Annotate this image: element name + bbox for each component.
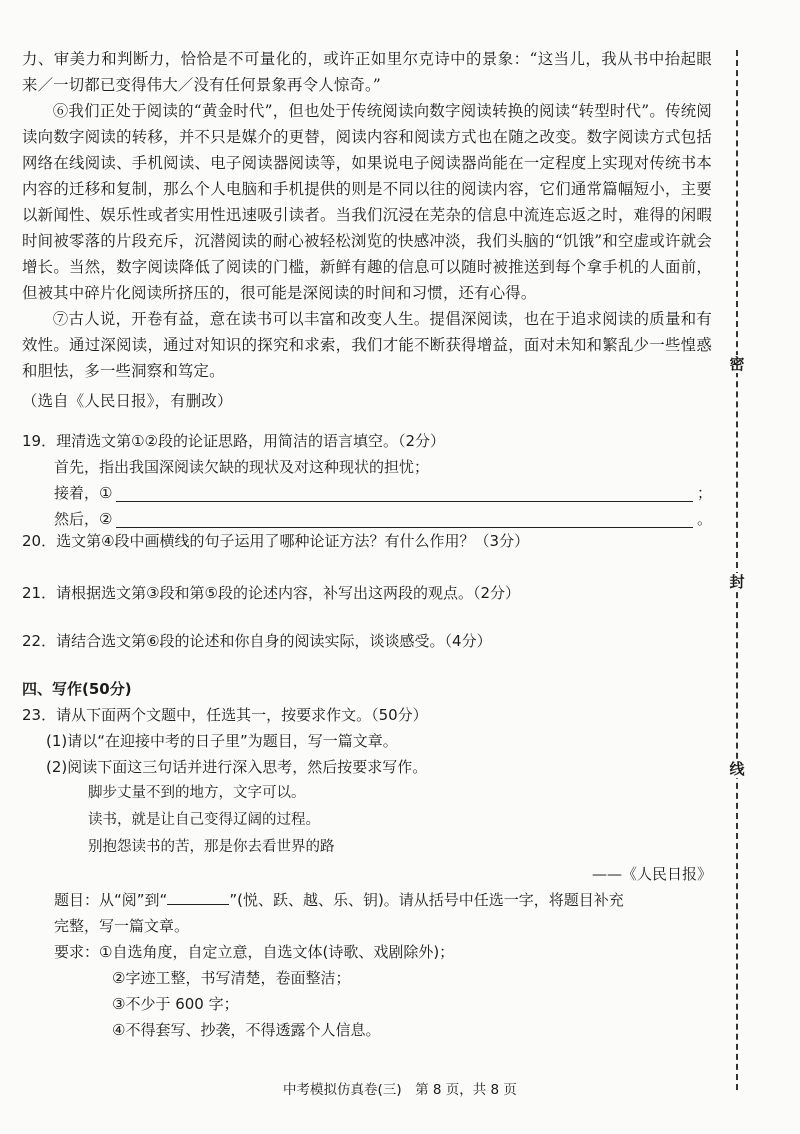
paragraph-6: ⑥我们正处于阅读的“黄金时代”，但也处于传统阅读向数字阅读转换的阅读“转型时代”。传统阅读向数字阅读的转移，并不只是媒介的更替，阅读内容和阅读方式也在随之改变。数字阅读方式包括网络在线阅读、手机阅读、电子阅读器阅读等，如果说电子阅读器尚能在一定程度上实现对传统书本内容的迁移和复制，那么个人电脑和手机提供的则是不同以往的阅读内容，它们通常篇幅短小，主要以新闻性、娱乐性或者实用性迅速吸引读者。当我们沉浸在芜杂的信息中流连忘返之时，难得的闲暇时间被零落的片段充斥，沉潜阅读的耐心被轻松浏览的快感冲淡，我们头脑的“饥饿”和空虚或许就会增长。当然，数字阅读降低了阅读的门槛，新鲜有趣的信息可以随时被推送到每个拿手机的人面前，但被其中碎片化阅读所挤压的，很可能是深阅读的时间和习惯，还有心得。 xyxy=(22,102,712,302)
writing-section xyxy=(22,676,712,1043)
answer-2-line[interactable] xyxy=(116,509,693,528)
question-19 xyxy=(22,428,712,532)
section-title: 四、写作(50分) xyxy=(22,680,132,698)
answer-2-label: 然后，② xyxy=(54,510,113,528)
binding-mark-close: 封 xyxy=(729,573,745,591)
title-prefix: 题目：从“阅”到“ xyxy=(54,891,168,909)
question-23-text: 23．请从下面两个文题中，任选其一，按要求作文。（50分） xyxy=(22,706,428,724)
question-21-text: 21．请根据选文第③段和第⑤段的论述内容，补写出这两段的观点。（2分） xyxy=(22,584,521,602)
title-suffix: ”(悦、跃、越、乐、钥)。请从括号中任选一字，将题目补充 xyxy=(229,891,624,909)
page-footer: 中考模拟仿真卷(三) 第 8 页，共 8 页 xyxy=(283,1082,517,1098)
question-20 xyxy=(22,528,712,554)
requirements-label: 要求： xyxy=(54,943,100,961)
quote-lines xyxy=(22,780,712,861)
quote-line: 别抱怨读书的苦，那是你去看世界的路 xyxy=(88,839,335,855)
title-instruction-cont: 完整，写一篇文章。 xyxy=(54,917,190,935)
answer-1-line[interactable] xyxy=(116,483,693,502)
requirement-4: ④不得套写、抄袭，不得透露个人信息。 xyxy=(112,1021,381,1039)
requirement-2: ②字迹工整，书写清楚，卷面整洁； xyxy=(112,969,351,987)
passage-intro-lines: 力、审美力和判断力，恰恰是不可量化的，或许正如里尔克诗中的景象：“这当儿，我从书中抬起眼来／一切都已变得伟大／没有任何景象再令人惊奇。” xyxy=(22,50,712,94)
title-blank[interactable] xyxy=(167,890,229,905)
binding-line xyxy=(736,50,738,1090)
requirement-1 xyxy=(22,939,712,965)
question-19-answer-1 xyxy=(22,480,712,506)
option-2: (2)阅读下面这三句话并进行深入思考，然后按要求写作。 xyxy=(46,758,428,776)
quote-line: 读书，就是让自己变得辽阔的过程。 xyxy=(88,812,320,828)
binding-mark-line: 线 xyxy=(729,760,745,778)
reading-passage xyxy=(22,46,712,414)
answer-2-end: 。 xyxy=(696,510,712,528)
title-instruction xyxy=(22,887,712,913)
quote-source: ——《人民日报》 xyxy=(591,865,712,883)
requirement-3: ③不少于 600 字； xyxy=(112,995,239,1013)
question-19-first: 首先，指出我国深阅读欠缺的现状及对这种现状的担忧； xyxy=(54,458,430,476)
option-1: (1)请以“在迎接中考的日子里”为题目，写一篇文章。 xyxy=(46,732,398,750)
question-22-text: 22．请结合选文第⑥段的论述和你自身的阅读实际，谈谈感受。（4分） xyxy=(22,632,492,650)
binding-mark-seal: 密 xyxy=(729,355,745,373)
question-20-text: 20．选文第④段中画横线的句子运用了哪种论证方法？有什么作用？（3分） xyxy=(22,532,530,550)
question-22 xyxy=(22,628,712,654)
answer-1-label: 接着，① xyxy=(54,484,113,502)
question-21 xyxy=(22,580,712,606)
quote-line: 脚步丈量不到的地方，文字可以。 xyxy=(88,785,306,801)
paragraph-7: ⑦古人说，开卷有益，意在读书可以丰富和改变人生。提倡深阅读，也在于追求阅读的质量和有效性。通过深阅读，通过对知识的探究和求索，我们才能不断获得增益，面对未知和繁乱少一些惶惑和胆怯，多一些洞察和笃定。 xyxy=(22,310,712,380)
question-19-text: 19．理清选文第①②段的论证思路，用简洁的语言填空。（2分） xyxy=(22,432,446,450)
requirement-text: ①自选角度，自定立意，自选文体(诗歌、戏剧除外)； xyxy=(99,943,455,961)
answer-1-end: ； xyxy=(696,484,712,502)
passage-source: （选自《人民日报》，有删改） xyxy=(22,392,233,410)
